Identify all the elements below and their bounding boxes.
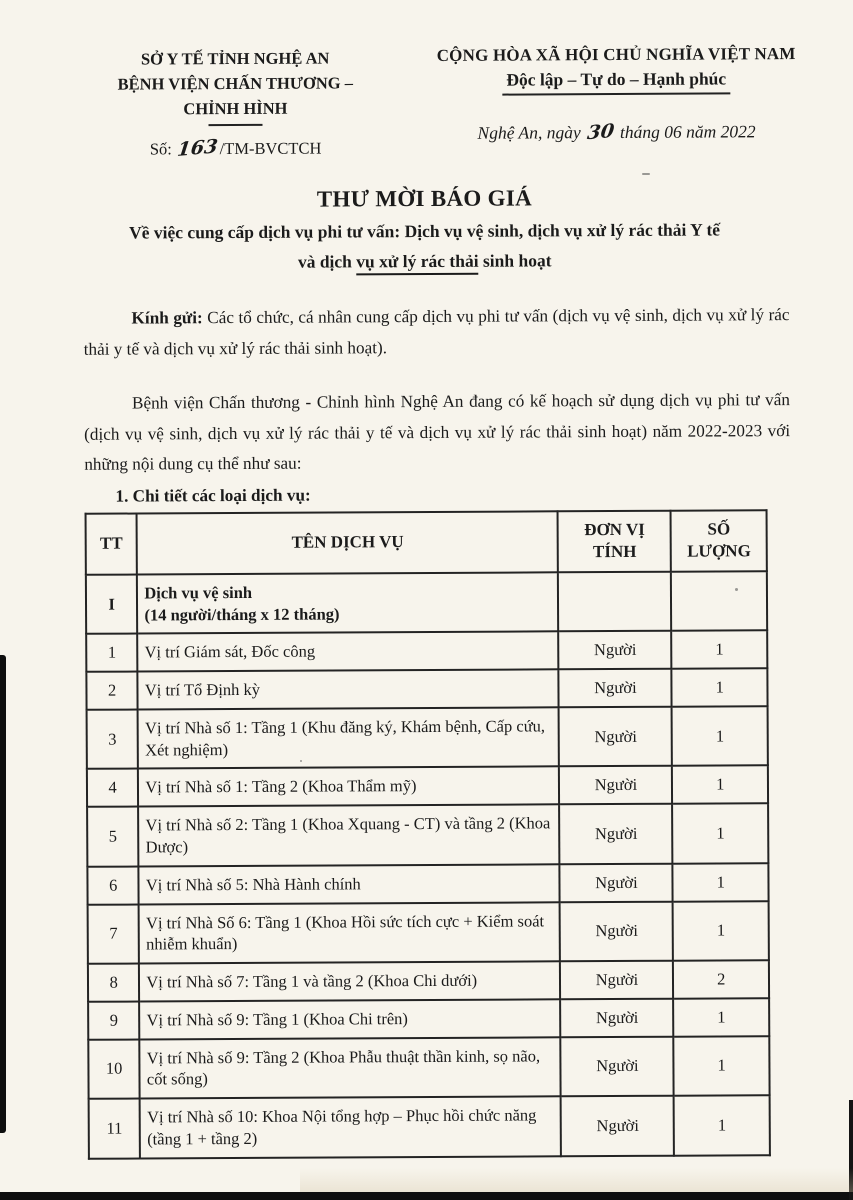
document-number-label: Số: xyxy=(149,139,172,159)
org-name-line2: CHỈNH HÌNH xyxy=(183,98,288,118)
row-index: 5 xyxy=(87,807,139,867)
row-service-name: Vị trí Nhà số 10: Khoa Nội tổng hợp – Phục hồi chức năng (tầng 1 + tầng 2) xyxy=(140,1096,561,1158)
org-rule-line xyxy=(209,124,263,126)
document-subtitle xyxy=(0,214,851,279)
document-number-line xyxy=(86,133,386,163)
row-unit: Người xyxy=(559,707,672,767)
document-header xyxy=(0,0,851,164)
scan-edge-artifact-bottom xyxy=(0,1192,853,1200)
row-index: 1 xyxy=(86,634,138,672)
row-unit: Người xyxy=(560,961,673,999)
scan-edge-artifact-left xyxy=(0,655,6,1133)
row-service-name: Vị trí Nhà số 9: Tầng 1 (Khoa Chi trên) xyxy=(139,999,560,1039)
scan-speck xyxy=(300,760,302,762)
row-unit: Người xyxy=(559,631,672,669)
table-row xyxy=(87,706,768,769)
intro-paragraph: Bệnh viện Chấn thương - Chỉnh hình Nghệ An đang có kế hoạch sử dụng dịch vụ phi tư vấn (dịch vụ vệ sinh, dịch vụ xử lý rác thải y tế và dịch vụ xử lý rác thải sinh hoạt) năm 2022-2023 với những nội dung cụ thể như sau: xyxy=(84,390,791,475)
table-row xyxy=(88,1036,769,1099)
row-quantity: 1 xyxy=(673,901,769,961)
row-index: 10 xyxy=(88,1039,140,1099)
subtitle-line2-post: sinh hoạt xyxy=(482,250,552,271)
col-header-tt: TT xyxy=(86,513,138,574)
row-unit: Người xyxy=(561,1096,674,1156)
salutation-rest: Các tổ chức, cá nhân cung cấp dịch vụ phi tư vấn (dịch vụ vệ sinh, dịch vụ xử lý rác thải y tế và dịch vụ xử lý rác thải sinh hoạt). xyxy=(83,305,790,359)
place-date-line xyxy=(401,120,831,144)
row-index: 9 xyxy=(88,1001,140,1039)
row-service-name: Vị trí Nhà số 2: Tầng 1 (Khoa Xquang - CT) và tầng 2 (Khoa Dược) xyxy=(138,805,559,867)
scan-speck xyxy=(642,173,650,175)
scan-speck xyxy=(735,588,738,591)
row-index: 2 xyxy=(86,672,138,710)
subtitle-line2-pre: và dịch xyxy=(297,251,352,272)
table-row xyxy=(88,998,769,1039)
row-quantity: 1 xyxy=(672,668,768,706)
org-parent-name: SỞ Y TẾ TỈNH NGHỆ AN xyxy=(140,48,330,69)
row-index: 8 xyxy=(88,964,140,1002)
row-service-name: Vị trí Giám sát, Đốc công xyxy=(138,632,559,672)
row-quantity xyxy=(671,571,767,631)
salutation-lead: Kính gửi: xyxy=(131,308,203,328)
table-row xyxy=(88,960,769,1001)
row-service-name: Vị trí Nhà số 1: Tầng 2 (Khoa Thẩm mỹ) xyxy=(138,767,559,807)
table-row xyxy=(88,901,769,964)
row-quantity: 1 xyxy=(673,803,769,863)
row-unit: Người xyxy=(559,766,672,804)
issuing-org-block xyxy=(85,46,386,163)
subtitle-line1: Về việc cung cấp dịch vụ phi tư vấn: Dịch vụ vệ sinh, dịch vụ xử lý rác thải Y tế xyxy=(129,219,721,243)
row-service-name: Dịch vụ vệ sinh (14 người/tháng x 12 tháng) xyxy=(137,572,558,634)
row-service-name: Vị trí Tổ Định kỳ xyxy=(138,669,559,709)
row-unit: Người xyxy=(560,804,673,864)
scan-smudge-bottom xyxy=(300,1168,853,1192)
date-prefix: Nghệ An, ngày xyxy=(477,122,581,143)
table-header-row xyxy=(86,510,767,574)
row-index: 3 xyxy=(87,709,139,769)
row-index: 4 xyxy=(87,769,139,807)
service-table xyxy=(85,509,771,1159)
row-service-name: Vị trí Nhà số 5: Nhà Hành chính xyxy=(139,864,560,904)
service-table-body xyxy=(86,571,770,1158)
row-unit: Người xyxy=(561,999,674,1037)
document-number-suffix: /TM-BVCTCH xyxy=(219,138,322,159)
row-quantity: 1 xyxy=(672,766,768,804)
row-service-name: Vị trí Nhà số 9: Tầng 2 (Khoa Phẫu thuật thần kinh, sọ não, cốt sống) xyxy=(140,1037,561,1099)
row-index: 7 xyxy=(88,904,140,964)
table-row xyxy=(87,766,768,807)
row-unit: Người xyxy=(559,669,672,707)
row-unit xyxy=(558,572,671,632)
table-row xyxy=(86,631,767,672)
table-row xyxy=(87,803,768,866)
row-unit: Người xyxy=(560,901,673,961)
row-index: 6 xyxy=(87,866,139,904)
row-quantity: 1 xyxy=(672,631,768,669)
row-index: I xyxy=(86,574,138,634)
row-quantity: 1 xyxy=(673,863,769,901)
row-quantity: 2 xyxy=(673,960,769,998)
row-service-name: Vị trí Nhà số 7: Tầng 1 và tầng 2 (Khoa Chi dưới) xyxy=(139,961,560,1001)
row-service-name: Vị trí Nhà Số 6: Tầng 1 (Khoa Hồi sức tích cực + Kiểm soát nhiễm khuẩn) xyxy=(139,902,560,964)
national-motto-line1: CỘNG HÒA XÃ HỘI CHỦ NGHĨA VIỆT NAM xyxy=(436,44,796,65)
subtitle-line2 xyxy=(0,244,851,279)
col-header-quantity: SỐ LƯỢNG xyxy=(671,510,767,571)
table-row xyxy=(87,863,768,904)
section-1-heading: 1. Chi tiết các loại dịch vụ: xyxy=(115,485,311,506)
row-unit: Người xyxy=(560,863,673,901)
row-quantity: 1 xyxy=(674,998,770,1036)
table-row xyxy=(86,668,767,709)
date-suffix: tháng 06 năm 2022 xyxy=(619,121,756,142)
salutation-paragraph xyxy=(83,300,789,365)
row-service-name: Vị trí Nhà số 1: Tầng 1 (Khu đăng ký, Khám bệnh, Cấp cứu, Xét nghiệm) xyxy=(138,707,559,769)
date-day-handwritten: 30 xyxy=(585,119,616,145)
subtitle-line2-underlined: vụ xử lý rác thải xyxy=(356,251,478,276)
row-quantity: 1 xyxy=(674,1095,770,1155)
national-header-block xyxy=(401,44,832,162)
col-header-unit: ĐƠN VỊ TÍNH xyxy=(558,511,671,572)
org-name-line1: BỆNH VIỆN CHẤN THƯƠNG – xyxy=(117,73,353,94)
document-number-handwritten: 163 xyxy=(176,135,220,162)
national-motto-line2: Độc lập – Tự do – Hạnh phúc xyxy=(502,68,730,95)
table-row xyxy=(89,1095,770,1158)
row-index: 11 xyxy=(89,1099,141,1159)
row-quantity: 1 xyxy=(672,706,768,766)
col-header-service-name: TÊN DỊCH VỤ xyxy=(137,511,558,574)
row-quantity: 1 xyxy=(674,1036,770,1096)
row-unit: Người xyxy=(561,1036,674,1096)
document-title: THƯ MỜI BÁO GIÁ xyxy=(316,185,533,212)
table-row xyxy=(86,571,767,634)
